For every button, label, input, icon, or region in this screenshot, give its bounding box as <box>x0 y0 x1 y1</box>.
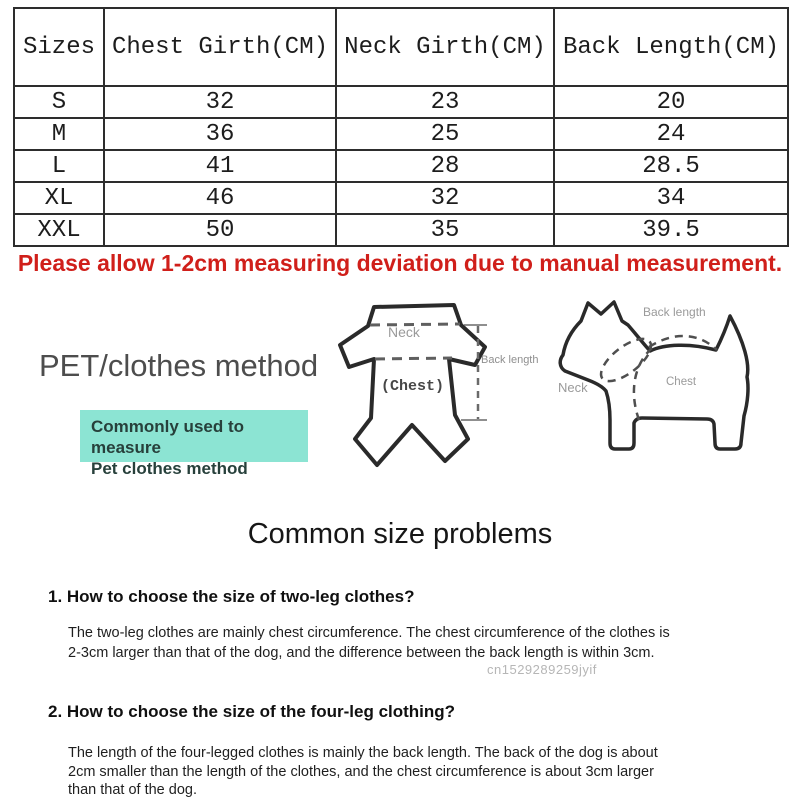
size-cell: XL <box>14 182 104 214</box>
garment-chest-label: (Chest) <box>381 378 445 395</box>
neck-cell: 25 <box>336 118 554 150</box>
column-header-chest-girth: Chest Girth(CM) <box>104 8 336 86</box>
faq-answer-1: The two-leg clothes are mainly chest circumference. The chest circumference of the clothes is 2-3cm larger than that of the dog, and the difference between the back length is within 3cm. <box>68 625 670 661</box>
seller-watermark: cn1529289259jyif <box>487 662 597 677</box>
neck-cell: 23 <box>336 86 554 118</box>
highlight-line-2: Pet clothes method <box>91 459 248 478</box>
back-cell: 39.5 <box>554 214 788 246</box>
back-cell: 20 <box>554 86 788 118</box>
back-cell: 24 <box>554 118 788 150</box>
table-row <box>14 214 788 246</box>
column-header-neck-girth: Neck Girth(CM) <box>336 8 554 86</box>
table-row <box>14 182 788 214</box>
back-cell: 34 <box>554 182 788 214</box>
chest-cell: 50 <box>104 214 336 246</box>
size-cell: L <box>14 150 104 182</box>
size-cell: XXL <box>14 214 104 246</box>
measure-method-highlight <box>80 410 308 478</box>
chest-cell: 32 <box>104 86 336 118</box>
dog-neck-label: Neck <box>558 380 588 395</box>
size-cell: M <box>14 118 104 150</box>
column-header-back-length: Back Length(CM) <box>554 8 788 86</box>
garment-outline-icon <box>328 293 568 485</box>
faq-question-1: 1. How to choose the size of two-leg clothes? <box>48 587 415 606</box>
garment-diagram <box>328 293 568 485</box>
column-header-sizes: Sizes <box>14 8 104 86</box>
chest-cell: 46 <box>104 182 336 214</box>
back-cell: 28.5 <box>554 150 788 182</box>
faq-title: Common size problems <box>247 518 553 550</box>
dog-chest-label: Chest <box>666 376 697 388</box>
neck-cell: 35 <box>336 214 554 246</box>
chest-cell: 41 <box>104 150 336 182</box>
dog-diagram <box>548 292 800 487</box>
table-header-row <box>14 8 788 86</box>
garment-neck-label: Neck <box>388 324 420 340</box>
neck-cell: 28 <box>336 150 554 182</box>
dog-back-length-label: Back length <box>643 305 706 319</box>
neck-cell: 32 <box>336 182 554 214</box>
faq-answer-2: The length of the four-legged clothes is mainly the back length. The back of the dog is about 2cm smaller than the length of the clothes, and the chest circumference is about 3cm larger than that of the dog. <box>68 745 658 798</box>
garment-back-length-label: Back length <box>481 354 539 366</box>
size-cell: S <box>14 86 104 118</box>
measure-method-title: PET/clothes method <box>39 348 319 383</box>
chest-cell: 36 <box>104 118 336 150</box>
table-row <box>14 118 788 150</box>
measuring-deviation-note: Please allow 1-2cm measuring deviation due to manual measurement. <box>17 250 783 276</box>
table-row <box>14 150 788 182</box>
table-row <box>14 86 788 118</box>
faq-question-2: 2. How to choose the size of the four-leg clothing? <box>48 702 456 721</box>
highlight-line-1: Commonly used to measure <box>91 417 245 457</box>
size-table <box>13 7 789 247</box>
